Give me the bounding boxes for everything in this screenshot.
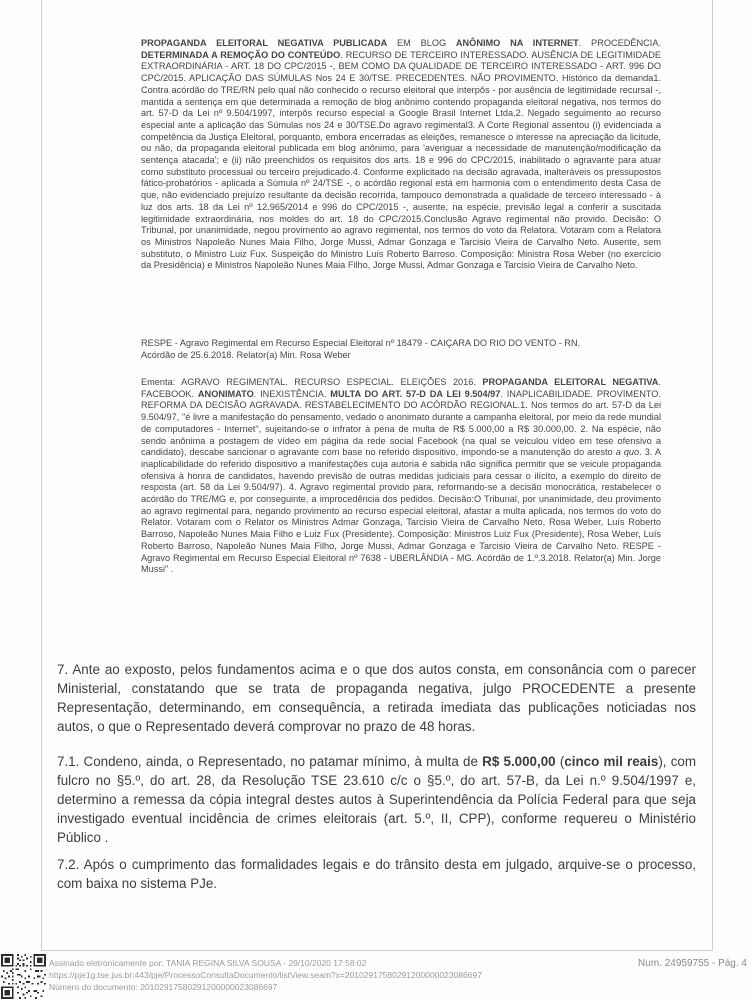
paragraph-7-2: 7.2. Após o cumprimento das formalidades legais e do trânsito desta em julgado, arquive-se o processo, com baixa no sistema PJe. [57, 857, 696, 891]
page-number: Num. 24959755 - Pág. 4 [638, 958, 747, 969]
respe-citation-line1: RESPE - Agravo Regimental em Recurso Especial Eleitoral nº 18479 - CAIÇARA DO RIO DO VENTO - RN. [141, 338, 581, 348]
headnote-quote: PROPAGANDA ELEITORAL NEGATIVA PUBLICADA EM BLOG ANÔNIMO NA INTERNET. PROCEDÊNCIA. DETERMINADA A REMOÇÃO DO CONTEÚDO. RECURSO DE TERCEIRO INTERESSADO. AUSÊNCIA DE LEGITIMIDADE EXTRAORDINÁRIA - ART. 18 DO CPC/2015 -, BEM COMO DA QUALIDADE DE TERCEIRO INTERESSADO - ART. 996 DO CPC/2015. APLICAÇÃO DAS SÚMULAS Nos 24 E 30/TSE. PRECEDENTES. NÃO PROVIMENTO. Histórico da demanda1. Contra acórdão do TRE/RN pelo qual não conhecido o recurso eleitoral que interpôs - por ausência de legitimidade recursal -, mantida a sentença em que determinada a remoção de blog anônimo contendo propaganda eleitoral negativa, nos termos do art. 57-D da Lei nº 9.504/1997, interpôs recurso especial a Google Brasil Internet Ltda.2. Negado seguimento ao recurso especial ante a aplicação das Súmulas nos 24 e 30/TSE.Do agravo regimental3. A Corte Regional assentou (i) evidenciada a competência da Justiça Eleitoral, porquanto, embora encerradas as eleições, remanesce o interesse na apreciação da licitude, ou não, da propaganda eleitoral publicada em blog anônimo, para 'averiguar a necessidade de manutenção/modificação da sentença atacada'; e (ii) não preenchidos os requisitos dos arts. 18 e 996 do CPC/2015, inabilitado o agravante para atuar como substituto processual ou terceiro prejudicado.4. Conforme explicitado na decisão agravada, inalteráveis os pressupostos fático-probatórios - aplicada a Súmula nº 24/TSE -, o acórdão regional está em harmonia com o entendimento desta Casa de que, não evidenciado prejuízo resultante da decisão recorrida, tampouco demonstrada a qualidade de terceiro interessado - à luz dos arts. 18 da Lei nº 12.965/2014 e 996 do CPC/2015 -, ausente, na espécie, previsão legal a conferir a suscitada legitimidade extraordinária, nos moldes do art. 18 do CPC/2015.Conclusão Agravo regimental não provido. Decisão: O Tribunal, por unanimidade, negou provimento ao agravo regimental, nos termos do voto da Relatora. Votaram com a Relatora os Ministros Napoleão Nunes Maia Filho, Jorge Mussi, Admar Gonzaga e Tarcisio Vieira de Carvalho Neto. Ausente, sem substituto, o Ministro Luiz Fux. Suspeição do Ministro Luís Roberto Barroso. Composição: Ministra Rosa Weber (no exercício da Presidência) e Ministros Napoleão Nunes Maia Filho, Jorge Mussi, Admar Gonzaga e Tarcisio Vieira de Carvalho Neto. [141, 38, 662, 271]
signature-info [49, 957, 482, 993]
respe-citation-line2: Acórdão de 25.6.2018. Relator(a) Min. Rosa Weber [141, 349, 351, 360]
paragraph-7-1: 7.1. Condeno, ainda, o Representado, no patamar mínimo, à multa de R$ 5.000,00 (cinco mil reais), com fulcro no §5.º, do art. 28, da Resolução TSE 23.610 c/c o §5.º, do art. 57-B, da Lei n.º 9.504/1997 e, determino a remessa da cópia integral destes autos à Superintendência da Polícia Federal para que seja investigado eventual incidência de crimes eleitorais (art. 5.º, II, CPP), conforme requereu o Ministério Público . [57, 754, 696, 845]
respe-citation [141, 338, 661, 361]
qr-code-icon [1, 954, 46, 999]
document-number: Número do documento: 20102917580291200000023086697 [49, 982, 278, 992]
document-url: https://pje1g.tse.jus.br:443/pje/ProcessoConsultaDocumento/listView.seam?x=20102917580291200000023086697 [49, 970, 482, 980]
ementa-quote: Ementa: AGRAVO REGIMENTAL. RECURSO ESPECIAL. ELEIÇÕES 2016. PROPAGANDA ELEITORAL NEGATIVA. FACEBOOK. ANONIMATO. INEXISTÊNCIA. MULTA DO ART. 57-D DA LEI 9.504/97. INAPLICABILIDADE. PROVIMENTO. REFORMA DA DECISÃO AGRAVADA. RESTABELECIMENTO DO ACÓRDÃO REGIONAL.1. Nos termos do art. 57-D da Lei 9.504/97, "é livre a manifestação do pensamento, vedado o anonimato durante a campanha eleitoral, por meio da rede mundial de computadores - Internet", sujeitando-se o infrator à pena de multa de R$ 5.000,00 a R$ 30.000,00. 2. Na espécie, não sendo anônima a postagem de vídeo em página da rede social Facebook (na qual se veiculou vídeo em tese ofensivo a candidato), descabe sancionar o agravante com base no referido dispositivo, impondo-se a manutenção do aresto a quo. 3. A inaplicabilidade do referido dispositivo a manifestações cuja autoria é sabida não significa permitir que se veicule propaganda ofensiva à honra de candidatos, havendo previsão de outras medidas judiciais para cessar o ilícito, a exemplo do direito de resposta (art. 58 da Lei 9.504/97). 4. Agravo regimental provido para, reformando-se a decisão monocrática, restabelecer o acórdão do TRE/MG e, por conseguinte, a improcedência dos pedidos. Decisão:O Tribunal, por unanimidade, deu provimento ao agravo regimental para, negando provimento ao recurso especial eleitoral, afastar a multa aplicada, nos termos do voto do Relator. Votaram com o Relator os Ministros Admar Gonzaga, Tarcisio Vieira de Carvalho Neto, Rosa Weber, Luís Roberto Barroso, Napoleão Nunes Maia Filho e Luiz Fux (Presidente). Composição: Ministros Luiz Fux (Presidente), Rosa Weber, Luís Roberto Barroso, Napoleão Nunes Maia Filho, Jorge Mussi, Admar Gonzaga e Tarcisio Vieira de Carvalho Neto. RESPE - Agravo Regimental em Recurso Especial Eleitoral nº 7638 - UBERLÂNDIA - MG. Acórdão de 1.º.3.2018. Relator(a) Min. Jorge Mussi" . [141, 377, 661, 575]
signature-line: Assinado eletronicamente por: TANIA REGINA SILVA SOUSA - 29/10/2020 17:58:02 [49, 958, 367, 968]
paragraph-7: 7. Ante ao exposto, pelos fundamentos acima e o que dos autos consta, em consonância com o parecer Ministerial, constatando que se trata de propaganda negativa, julgo PROCEDENTE a presente Representação, determinando, em consequência, a retirada imediata das publicações noticiadas nos autos, o que o Representado deverá comprovar no prazo de 48 horas. [57, 662, 696, 734]
